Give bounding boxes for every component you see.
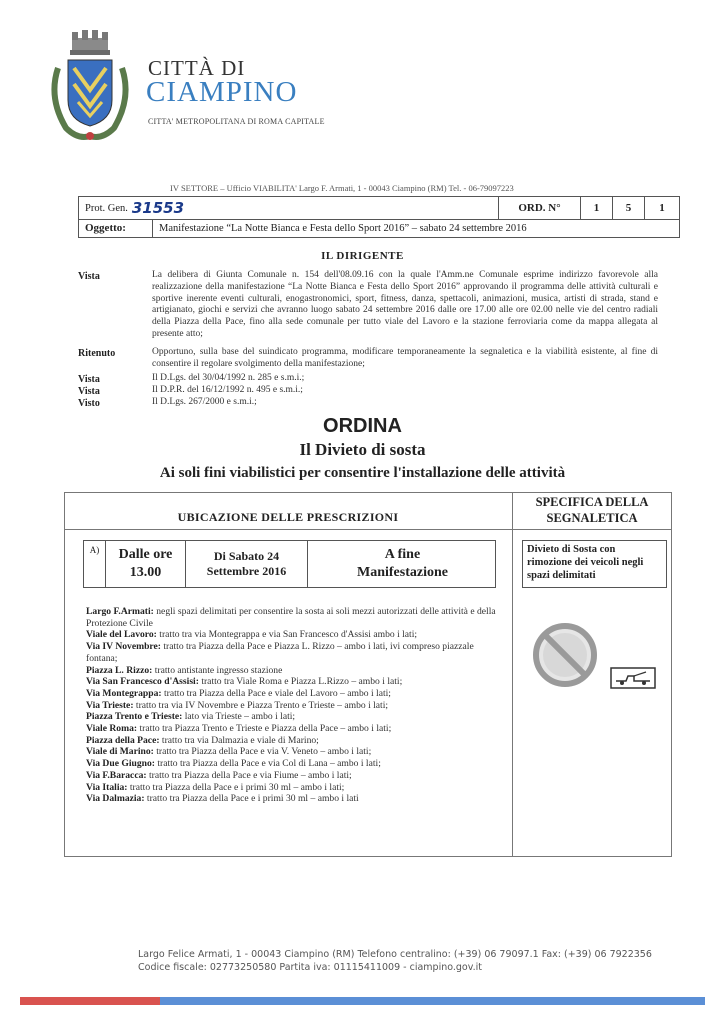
- footer-fiscal: Codice fiscale: 02773250580 Partita iva: 01115411009 - ciampino.gov.it: [138, 962, 483, 973]
- premise-text: Il D.P.R. del 16/12/1992 n. 495 e s.m.i.;: [152, 385, 303, 395]
- schedule-table: [83, 540, 496, 588]
- prescription-item: [86, 688, 506, 700]
- coat-of-arms-icon: [44, 28, 136, 146]
- prescription-place: Via IV Novembre:: [86, 641, 161, 653]
- prescription-place: Via Dalmazia:: [86, 793, 145, 805]
- divieto-subtitle: Ai soli fini viabilistici per consentire l'installazione delle attività: [159, 465, 566, 481]
- premise-label: Vista: [78, 386, 100, 397]
- oggetto-label: Oggetto:: [85, 222, 126, 234]
- premise-text: Opportuno, sulla base del suindicato programma, modificare temporaneamente la segnaletica e la viabilità esistente, al fine di consentire il regolare svolgimento della manifestazione;: [152, 347, 658, 369]
- ord-digit: 1: [659, 202, 665, 214]
- prescription-item: [86, 676, 506, 688]
- premise-text: Il D.Lgs. 267/2000 e s.m.i.;: [152, 397, 257, 407]
- prescription-item: [86, 782, 506, 794]
- ordina-heading: ORDINA: [323, 415, 402, 437]
- prescription-detail: negli spazi delimitati per consentire la sosta ai soli mezzi autorizzati delle attività e della Protezione Civile: [86, 606, 496, 629]
- prescription-item: [86, 770, 506, 782]
- prescription-item: [86, 723, 506, 735]
- prescription-place: Viale di Marino:: [86, 746, 154, 758]
- prescription-detail: tratto tra Piazza della Pace e i primi 30 ml – ambo i lati;: [127, 781, 345, 793]
- prescription-item: [86, 700, 506, 712]
- premise-label: Ritenuto: [78, 348, 116, 359]
- spec-text: Divieto di Sosta con rimozione dei veicoli negli spazi delimitati: [522, 540, 667, 588]
- prescription-detail: tratto tra Piazza della Pace e via V. Veneto – ambo i lati;: [153, 746, 372, 758]
- prescription-place: Via Italia:: [86, 781, 128, 793]
- ord-digit: 1: [593, 202, 600, 214]
- prescriptions-list: [86, 606, 506, 805]
- prescription-place: Via San Francesco d'Assisi:: [86, 676, 199, 688]
- col-header-ubicazione: UBICAZIONE DELLE PRESCRIZIONI: [177, 510, 399, 524]
- prescription-item: [86, 711, 506, 723]
- prescription-item: [86, 746, 506, 758]
- premise-text: La delibera di Giunta Comunale n. 154 dell'08.09.16 con la quale l'Amm.ne Comunale esprime indirizzo favorevole alla realizzazione della manifestazione “La Notte Bianca e Festa dello Sport 2016” approvando il programma delle attività culturali e sportive inerente eventi culturali, enogastronomici, sport, fitness, danza, spettacoli, animazioni, musica, artisti di strada, stand e artigianato, giochi e servizi che avranno luogo sabato 24 settembre 2016 dalle ore 17.00 alle ore 02.00 nelle vie del centro radiali della Piazza della Pace, fino alla sede comunale per tutto viale del Lavoro e la stazione ferroviaria come da mappa allegata al presente atto;: [152, 270, 658, 339]
- no-parking-sign-icon: [530, 622, 600, 688]
- prescription-place: Via Trieste:: [86, 699, 134, 711]
- ord-digit: 5: [625, 202, 632, 214]
- row-letter: A): [84, 541, 106, 587]
- prescription-place: Via Montegrappa:: [86, 687, 162, 699]
- city-subtitle: CITTA' METROPOLITANA DI ROMA CAPITALE: [148, 117, 325, 126]
- footer-address: Largo Felice Armati, 1 - 00043 Ciampino (RM) Telefono centralino: (+39) 06 79097.1 Fax: (+39) 06 7922356: [138, 949, 652, 960]
- prot-number: 31553: [131, 199, 185, 217]
- time-from: Dalle ore 13.00: [106, 541, 186, 587]
- premise-label: Vista: [78, 374, 100, 385]
- prescription-detail: tratto tra via IV Novembre e Piazza Trento e Trieste – ambo i lati;: [133, 699, 389, 711]
- prescription-place: Piazza L. Rizzo:: [86, 664, 153, 676]
- divieto-title: Il Divieto di sosta: [299, 440, 426, 459]
- prescription-place: Viale Roma:: [86, 723, 138, 735]
- prescription-item: [86, 735, 506, 747]
- footer: [138, 948, 652, 974]
- prescription-place: Via Due Giugno:: [86, 758, 155, 770]
- premise-label: Visto: [78, 398, 100, 409]
- protocol-table: [78, 196, 680, 238]
- prescription-detail: lato via Trieste – ambo i lati;: [182, 711, 296, 723]
- prescription-detail: tratto tra Piazza della Pace e Piazza L. Rizzo – ambo i lati, ivi compreso piazzale fontana;: [86, 641, 474, 664]
- premise-label: Vista: [78, 271, 100, 282]
- prescription-item: [86, 665, 506, 677]
- prescription-place: Viale del Lavoro:: [86, 629, 157, 641]
- time-to: A fine Manifestazione: [357, 547, 448, 580]
- prescription-item: [86, 793, 506, 805]
- prescription-detail: tratto tra Piazza della Pace e i primi 30 ml – ambo i lati: [144, 793, 359, 805]
- city-name: CIAMPINO: [146, 76, 298, 108]
- office-header: IV SETTORE – Ufficio VIABILITA' Largo F. Armati, 1 - 00043 Ciampino (RM) Tel. - 06-79097223: [170, 183, 514, 193]
- prescription-detail: tratto tra Viale Roma e Piazza L.Rizzo – ambo i lati;: [198, 676, 403, 688]
- prescription-item: [86, 606, 506, 629]
- prescription-item: [86, 758, 506, 770]
- table-divider: [512, 492, 513, 857]
- oggetto-text: Manifestazione “La Notte Bianca e Festa dello Sport 2016” – sabato 24 settembre 2016: [159, 222, 527, 234]
- ord-label: ORD. N°: [518, 202, 561, 214]
- prescription-detail: tratto tra Piazza della Pace e via Col di Lana – ambo i lati;: [154, 758, 381, 770]
- prescription-item: [86, 629, 506, 641]
- prescription-detail: tratto tra Piazza della Pace e viale del Lavoro – ambo i lati;: [161, 687, 391, 699]
- prescription-place: Largo F.Armati:: [86, 606, 154, 617]
- footer-bar-red: [20, 997, 160, 1005]
- prescription-item: [86, 641, 506, 664]
- dirigente-heading: IL DIRIGENTE: [321, 250, 404, 262]
- prescription-detail: tratto antistante ingresso stazione: [152, 664, 283, 676]
- prescription-place: Via F.Baracca:: [86, 769, 147, 781]
- tow-truck-sign-icon: [610, 667, 656, 689]
- prescription-detail: tratto tra Piazza Trento e Trieste e Piazza della Pace – ambo i lati;: [137, 723, 392, 735]
- schedule-day: Di Sabato 24 Settembre 2016: [186, 541, 308, 587]
- col-header-specifica: SPECIFICA DELLA SEGNALETICA: [535, 495, 649, 525]
- prescription-detail: tratto tra Piazza della Pace e via Fiume – ambo i lati;: [146, 769, 352, 781]
- prescription-detail: tratto tra via Dalmazia e viale di Marino;: [159, 734, 319, 746]
- prescription-detail: tratto tra via Montegrappa e via San Francesco d'Assisi ambo i lati;: [156, 629, 418, 641]
- footer-bar-blue: [160, 997, 705, 1005]
- prot-label: Prot. Gen.: [85, 202, 128, 214]
- table-divider: [64, 529, 672, 530]
- prescription-place: Piazza Trento e Trieste:: [86, 711, 183, 723]
- prescription-place: Piazza della Pace:: [86, 734, 160, 746]
- premise-text: Il D.Lgs. del 30/04/1992 n. 285 e s.m.i.;: [152, 373, 305, 383]
- city-prefix: CITTÀ DI: [148, 56, 246, 80]
